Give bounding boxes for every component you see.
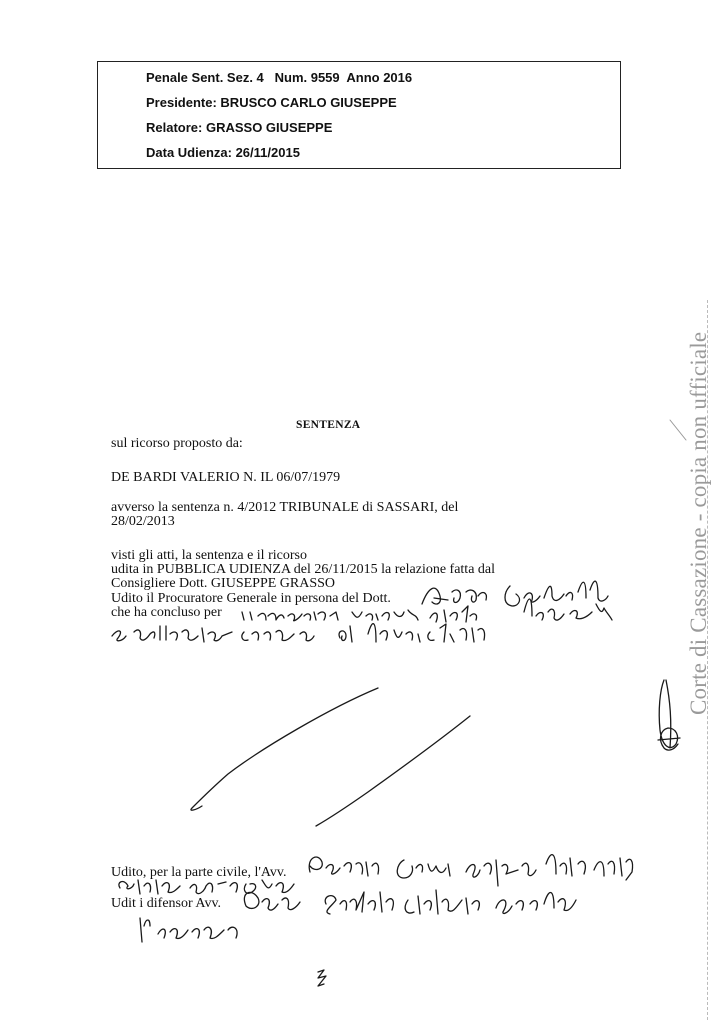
header-sentence-info: Penale Sent. Sez. 4 Num. 9559 Anno 2016 (146, 70, 413, 85)
handwritten-parte-civile-2 (119, 880, 294, 894)
consigliere-line: Consigliere Dott. GIUSEPPE GRASSO (111, 576, 336, 591)
avverso-line-1: avverso la sentenza n. 4/2012 TRIBUNALE di SASSARI, del (111, 500, 459, 515)
visti-line: visti gli atti, la sentenza e il ricorso (111, 548, 307, 563)
watermark-text: Corte di Cassazione - copia non ufficiale (686, 331, 711, 715)
handwritten-difensore-avv (244, 890, 576, 914)
concluso-line: che ha concluso per (111, 605, 222, 620)
handwritten-strike-line-1 (191, 688, 378, 810)
parte-civile-line: Udito, per la parte civile, l'Avv. (111, 865, 287, 880)
ricorrente-name: DE BARDI VALERIO N. IL 06/07/1979 (111, 470, 341, 485)
margin-tick (670, 420, 686, 440)
handwritten-conclusione-2 (112, 624, 485, 642)
handwritten-difensore-2 (140, 918, 237, 942)
difensor-line: Udit i difensor Avv. (111, 896, 222, 911)
header-presidente: Presidente: BRUSCO CARLO GIUSEPPE (146, 95, 397, 110)
handwritten-page-mark (318, 970, 326, 986)
document-title: SENTENZA (296, 419, 361, 431)
udita-line: udita in PUBBLICA UDIENZA del 26/11/2015 la relazione fatta dal (111, 562, 496, 577)
handwritten-conclusione-1 (242, 599, 612, 622)
handwritten-pg-name (422, 581, 608, 606)
handwritten-parte-civile-avv (309, 855, 632, 886)
margin-signature (658, 680, 680, 750)
handwritten-strike-line-2 (316, 716, 470, 826)
header-relatore: Relatore: GRASSO GIUSEPPE (146, 120, 333, 135)
ricorso-intro: sul ricorso proposto da: (111, 436, 243, 451)
avverso-line-2: 28/02/2013 (111, 514, 175, 529)
header-data-udienza: Data Udienza: 26/11/2015 (146, 145, 300, 160)
procuratore-line: Udito il Procuratore Generale in persona del Dott. (111, 591, 391, 606)
